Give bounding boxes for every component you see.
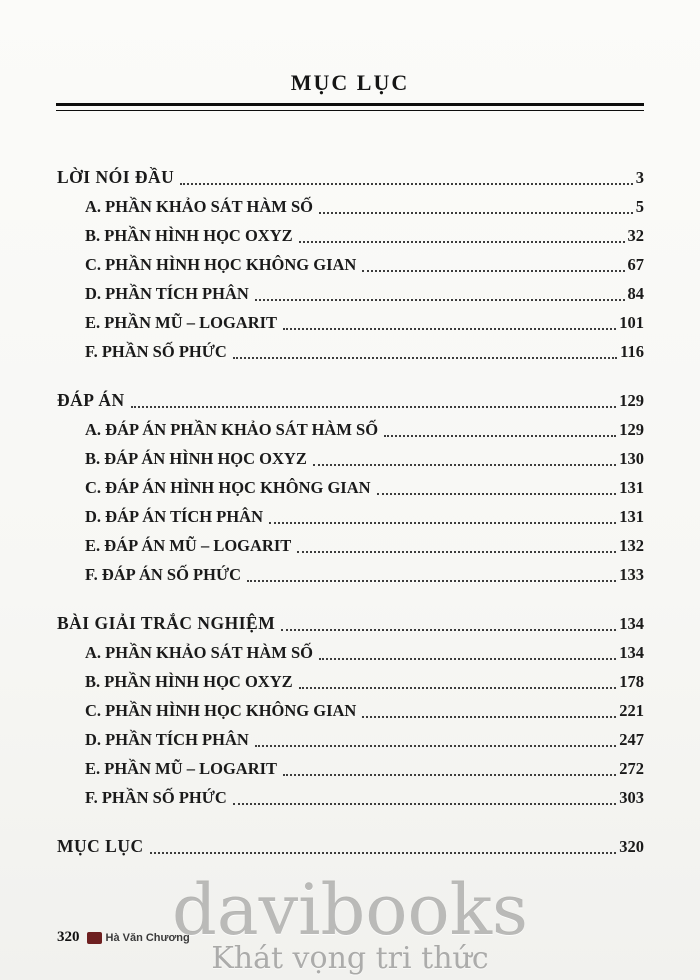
dot-leader <box>384 435 616 437</box>
toc-section <box>57 163 644 366</box>
toc-entry <box>57 560 644 589</box>
dot-leader <box>247 580 616 582</box>
toc-section-header <box>57 832 644 861</box>
table-of-contents <box>57 163 644 861</box>
toc-entry-label: MỤC LỤC <box>57 836 144 856</box>
dot-leader <box>283 328 616 330</box>
toc-entry <box>57 250 644 279</box>
toc-entry <box>57 638 644 667</box>
toc-entry-page: 5 <box>635 197 644 216</box>
toc-section-header <box>57 163 644 192</box>
toc-entry-label: F. PHẦN SỐ PHỨC <box>85 788 227 807</box>
toc-entry-label: E. ĐÁP ÁN MŨ – LOGARIT <box>85 536 292 555</box>
toc-entry-page: 101 <box>619 313 644 332</box>
dot-leader <box>319 212 633 214</box>
toc-entry-page: 3 <box>635 168 644 187</box>
toc-entry-page: 178 <box>619 672 644 691</box>
toc-entry <box>57 754 644 783</box>
dot-leader <box>233 803 616 805</box>
toc-entry <box>57 783 644 812</box>
dot-leader <box>180 183 632 185</box>
toc-entry <box>57 279 644 308</box>
page-footer <box>57 929 190 946</box>
dot-leader <box>255 299 625 301</box>
toc-entry <box>57 308 644 337</box>
dot-leader <box>233 357 617 359</box>
toc-entry-page: 134 <box>619 643 644 662</box>
toc-entry-page: 133 <box>619 565 644 584</box>
title-double-rule <box>56 103 644 111</box>
dot-leader <box>299 241 625 243</box>
toc-entry <box>57 444 644 473</box>
toc-entry-label: B. PHẦN HÌNH HỌC OXYZ <box>85 672 293 691</box>
toc-entry <box>57 725 644 754</box>
toc-entry-page: 130 <box>619 449 644 468</box>
toc-entry-page: 221 <box>619 701 644 720</box>
dot-leader <box>377 493 617 495</box>
toc-section-header <box>57 386 644 415</box>
toc-entry-page: 247 <box>619 730 644 749</box>
toc-entry-page: 303 <box>619 788 644 807</box>
dot-leader <box>313 464 616 466</box>
toc-entry-label: C. ĐÁP ÁN HÌNH HỌC KHÔNG GIAN <box>85 478 371 497</box>
toc-entry-label: LỜI NÓI ĐẦU <box>57 167 175 187</box>
toc-entry-label: D. ĐÁP ÁN TÍCH PHÂN <box>85 507 263 526</box>
toc-entry-page: 32 <box>627 226 644 245</box>
toc-entry <box>57 415 644 444</box>
toc-entry-page: 131 <box>619 507 644 526</box>
dot-leader <box>283 774 616 776</box>
dot-leader <box>131 406 617 408</box>
toc-entry <box>57 502 644 531</box>
toc-entry-label: C. PHẦN HÌNH HỌC KHÔNG GIAN <box>85 701 357 720</box>
toc-entry <box>57 337 644 366</box>
toc-entry-label: B. PHẦN HÌNH HỌC OXYZ <box>85 226 293 245</box>
toc-entry-label: E. PHẦN MŨ – LOGARIT <box>85 313 278 332</box>
toc-entry <box>57 667 644 696</box>
watermark-slogan: Khát vọng tri thức <box>211 941 489 976</box>
toc-entry-label: C. PHẦN HÌNH HỌC KHÔNG GIAN <box>85 255 357 274</box>
toc-entry <box>57 192 644 221</box>
toc-entry <box>57 531 644 560</box>
publisher-logo-icon <box>87 932 102 944</box>
toc-entry-label: F. PHẦN SỐ PHỨC <box>85 342 227 361</box>
toc-entry-label: A. PHẦN KHẢO SÁT HÀM SỐ <box>85 197 313 216</box>
dot-leader <box>362 716 616 718</box>
toc-entry-page: 129 <box>619 420 644 439</box>
toc-section-header <box>57 609 644 638</box>
toc-section <box>57 386 644 589</box>
toc-entry <box>57 696 644 725</box>
toc-entry-page: 131 <box>619 478 644 497</box>
toc-entry-label: D. PHẦN TÍCH PHÂN <box>85 284 249 303</box>
toc-entry-page: 272 <box>619 759 644 778</box>
toc-entry-page: 84 <box>627 284 644 303</box>
dot-leader <box>362 270 624 272</box>
dot-leader <box>255 745 616 747</box>
toc-entry-label: ĐÁP ÁN <box>57 390 125 410</box>
toc-entry-label: F. ĐÁP ÁN SỐ PHỨC <box>85 565 241 584</box>
page-title: MỤC LỤC <box>290 70 410 95</box>
dot-leader <box>150 852 617 854</box>
toc-section <box>57 832 644 861</box>
dot-leader <box>269 522 616 524</box>
toc-entry-page: 132 <box>619 536 644 555</box>
toc-entry-page: 67 <box>627 255 644 274</box>
toc-entry-label: A. ĐÁP ÁN PHẦN KHẢO SÁT HÀM SỐ <box>85 420 379 439</box>
toc-entry-page: 129 <box>619 391 644 410</box>
toc-entry-page: 320 <box>619 837 644 856</box>
dot-leader <box>297 551 616 553</box>
footer-page-number: 320 <box>57 929 80 945</box>
dot-leader <box>319 658 616 660</box>
watermark-brand: davibooks <box>172 868 528 951</box>
toc-entry-label: D. PHẦN TÍCH PHÂN <box>85 730 249 749</box>
toc-entry-label: BÀI GIẢI TRẮC NGHIỆM <box>57 613 276 633</box>
toc-entry-page: 116 <box>620 342 644 361</box>
toc-entry-page: 134 <box>619 614 644 633</box>
toc-section <box>57 609 644 812</box>
watermark <box>0 868 700 977</box>
toc-entry-label: A. PHẦN KHẢO SÁT HÀM SỐ <box>85 643 313 662</box>
footer-imprint: Hà Văn Chương <box>105 931 190 944</box>
toc-entry-label: E. PHẦN MŨ – LOGARIT <box>85 759 278 778</box>
toc-entry <box>57 473 644 502</box>
toc-entry-label: B. ĐÁP ÁN HÌNH HỌC OXYZ <box>85 449 307 468</box>
toc-entry <box>57 221 644 250</box>
dot-leader <box>299 687 617 689</box>
dot-leader <box>281 629 616 631</box>
